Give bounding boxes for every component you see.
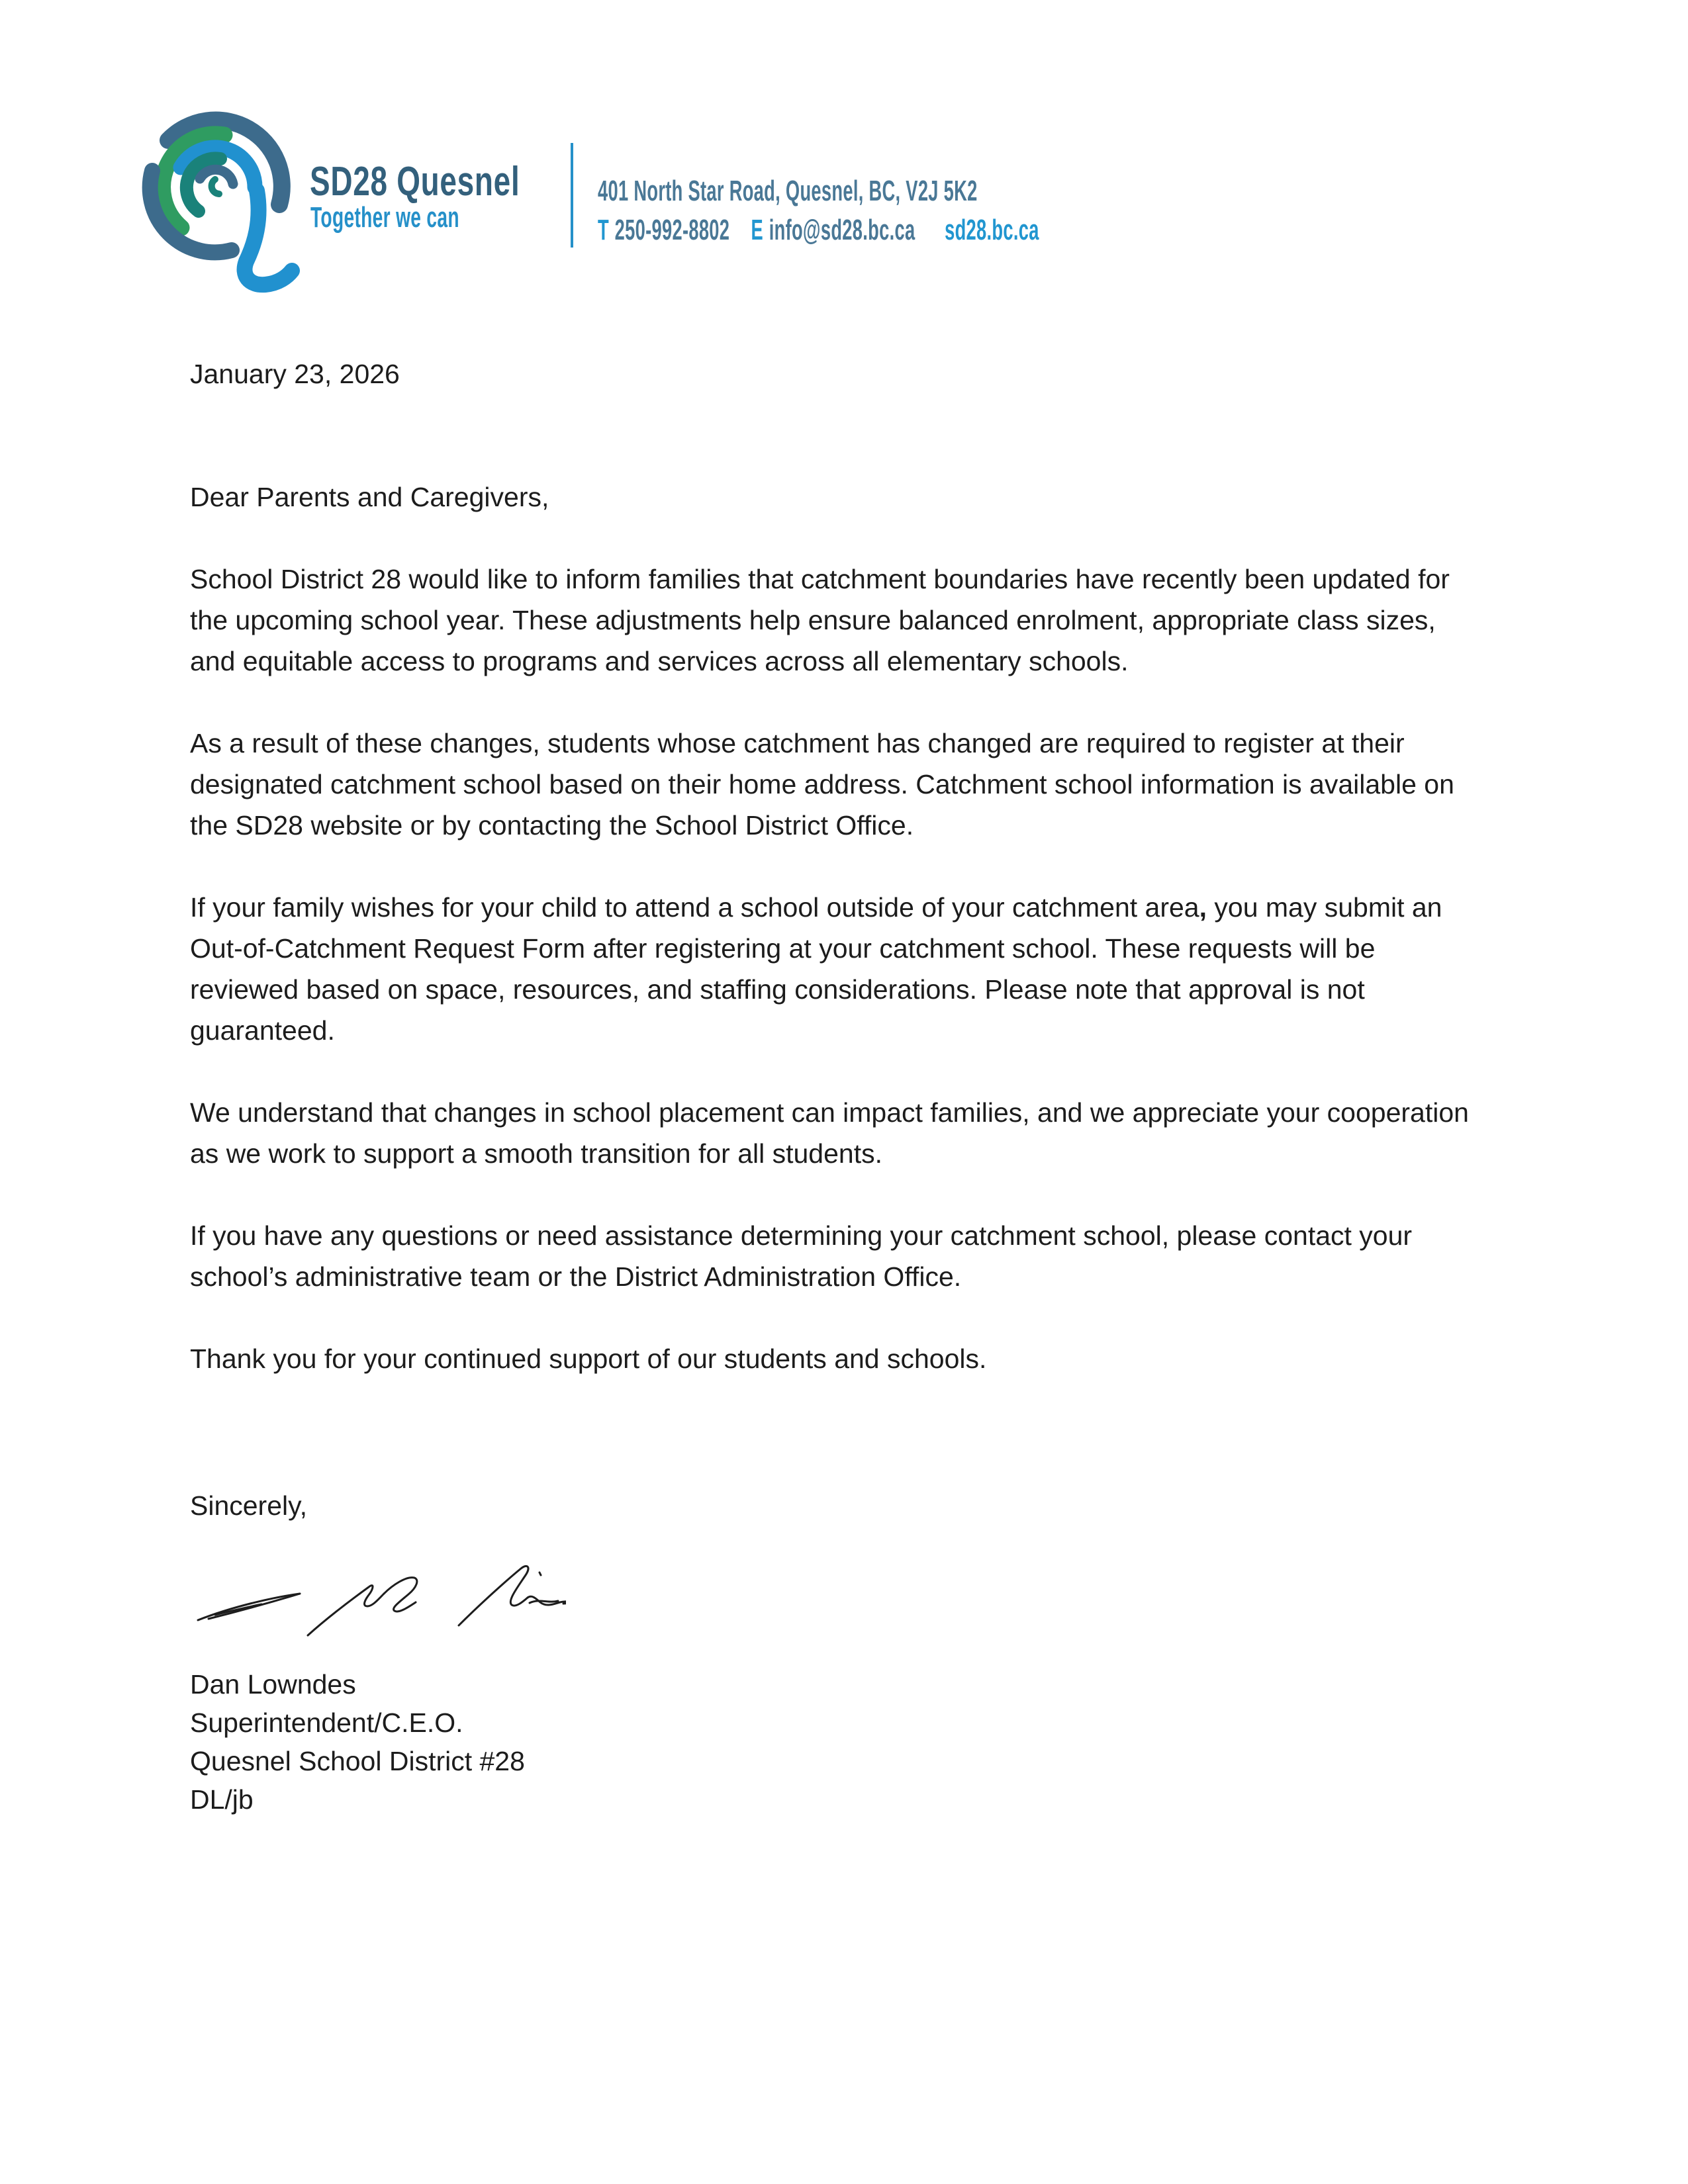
signature-block [190,1665,1482,1819]
paragraph-thank-you: Thank you for your continued support of our students and schools. [190,1343,987,1374]
phone-label: T [598,214,609,246]
brand-tagline: Together we can [310,201,459,234]
letterhead-divider [571,143,573,248]
paragraph-segment: If your family wishes for your child to attend a school outside of your catchment area [190,892,1199,923]
letterhead-contact-line [598,216,1039,245]
paragraph-transition-support: We understand that changes in school placement can impact families, and we appreciate your cooperation as we work to support a smooth transition for all students. [190,1097,1469,1169]
paragraph-segment: you may submit an Out-of-Catchment Request Form after registering at your catchment school. These requests will be reviewed based on space, resources, and staffing considerations. Please note that approval is not guaranteed. [190,892,1442,1046]
phone-number: 250-992-8802 [614,214,730,246]
valediction: Sincerely, [190,1490,307,1521]
sd28-swirl-logo-icon [122,105,314,303]
letter-date: January 23, 2026 [190,359,400,389]
letter-body [190,353,1482,1819]
website-url: sd28.bc.ca [945,214,1039,246]
paragraph-registration-requirement: As a result of these changes, students whose catchment has changed are required to register at their designated catchment school based on their home address. Catchment school information is available on the SD28 website or by contacting the School District Office. [190,728,1454,841]
paragraph-boundary-update: School District 28 would like to inform families that catchment boundaries have recently been updated for the upcoming school year. These adjustments help ensure balanced enrolment, appropriate class sizes, and equitable access to programs and services across all elementary schools. [190,564,1450,676]
email-label: E [751,214,764,246]
handwritten-signature-image [195,1546,566,1639]
sender-name: Dan Lowndes [190,1669,356,1700]
brand-title: SD28 Quesnel [310,159,520,205]
paragraph-questions-contact: If you have any questions or need assistance determining your catchment school, please contact your school’s administrative team or the District Administration Office. [190,1220,1413,1292]
sender-title: Superintendent/C.E.O. [190,1707,463,1738]
salutation: Dear Parents and Caregivers, [190,482,549,512]
sender-organization: Quesnel School District #28 [190,1746,525,1776]
letterhead-address: 401 North Star Road, Quesnel, BC, V2J 5K2 [598,175,978,207]
bold-comma: , [1199,892,1207,923]
email-address: info@sd28.bc.ca [769,214,915,246]
reference-initials: DL/jb [190,1784,254,1815]
paragraph-out-of-catchment [190,887,1482,1051]
